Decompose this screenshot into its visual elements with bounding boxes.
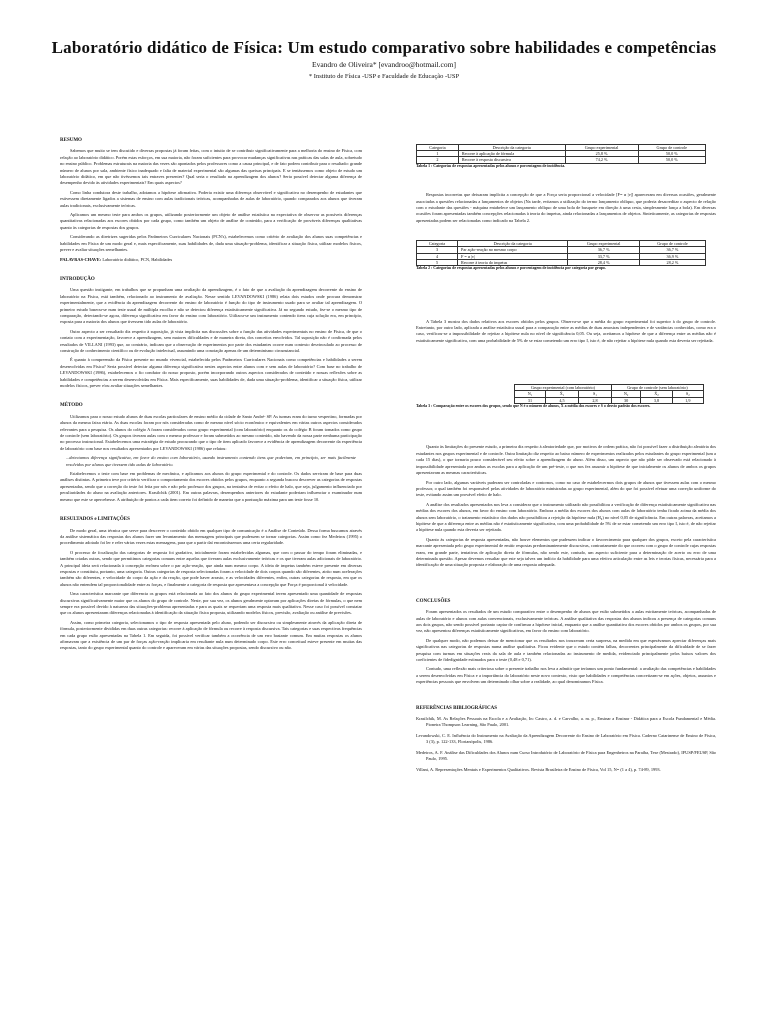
table-cell: 5 bbox=[417, 259, 458, 265]
table-cell: 4,5 bbox=[545, 397, 578, 403]
author-line: Evandro de Oliveira* [evandroo@hotmail.com] bbox=[312, 60, 456, 69]
table-cell: 2,8 bbox=[578, 397, 611, 403]
table-header-cell: Descrição da categoria bbox=[458, 145, 565, 151]
table-cell: Recorre à aplicação de fórmula bbox=[458, 151, 565, 157]
references-list bbox=[416, 716, 716, 773]
table-header-cell: S₁ bbox=[578, 391, 611, 397]
intro-heading: INTRODUÇÃO bbox=[60, 276, 95, 282]
table-header-cell: Grupo de controle bbox=[638, 145, 705, 151]
table-cell: Par ação-reação no mesmo corpo bbox=[458, 247, 568, 253]
table-header-cell: X̄₁ bbox=[545, 391, 578, 397]
conclusoes-paragraph: De qualquer modo, não podemos deixar de mencionar que os resultados nos trouxeram certa surpresa, na medida em que esperávamos apreciar diferenças mais significativas nas categorias de respostas numa análise qualitativa. Ficou evidente que o estudo contém falhas, decorrentes principalmente da dificuldade de se fazer pesquisa com turmas em situações reais da sala de aula e também relacionadas ao instrumento de medida, evidenciado principalmente pelos baixos valores dos coeficientes de fidedignidade estimados para o teste (0,48 e 0,71). bbox=[416, 637, 716, 663]
table-cell: Recorre à resposta discursiva bbox=[458, 157, 565, 163]
right-column bbox=[416, 144, 716, 777]
conclusoes-heading: CONCLUSÕES bbox=[416, 598, 451, 604]
table-cell: 31 bbox=[515, 397, 546, 403]
metodo-paragraph: Estabelecemos o teste com base em problemas de mecânica, e aplicamos aos alunos do grupo experimental e do controle. Os dados serviram de base para duas análises distintas. A primeira teve por critério verificar o comportamento dos escores obtidos pelos grupos, enquanto a segunda buscou descrever as categorias de respostas apresentadas, sendo que a correção do teste foi feita por nós e não pelo professor dos grupos, na tentativa de evitar o efeito de halo, que seja, julgamento influenciado por peculiaridades do aluno na avaliação anteriores. Krasilchik (2001). Em outras palavras, desempenhos anteriores do estudante poderiam influenciar o examinador num mesmo que este se apercebesse. A atribuição de pontos a cada item correto foi definido de maneira que a pontuação máxima para um teste fosse 10. bbox=[60, 471, 362, 502]
table-cell: 1,9 bbox=[672, 397, 703, 403]
table-2 bbox=[416, 240, 706, 266]
table-cell: 36,7 % bbox=[568, 247, 640, 253]
table-cell: 3,8 bbox=[641, 397, 672, 403]
table-cell: 3 bbox=[417, 247, 458, 253]
table-cell: F = α |v| bbox=[458, 253, 568, 259]
reference-item: Villani, A. Representações Mentais e Experimentos Qualitativos. Revista Brasileira de Ensino de Física, Vol 15, N= (1 a 4), p. 74-89, 1993. bbox=[416, 766, 661, 772]
keywords-label: PALAVRAS-CHAVE: bbox=[60, 256, 102, 262]
table-header-cell: Grupo de controle (sem laboratório) bbox=[611, 385, 703, 391]
intro-paragraph: É quanto à compreensão da Física presente no mundo vivencial, estabelecida pelos Parâmetros Curriculares Nacionais como competências e habilidades a serem desenvolvidas em Física? Seria possível detectar alguma diferença significativa nestes aspectos entre alunos com e sem aulas de laboratório? Com base no trabalho de LEVANDOWSKI (1986), estabelecemos o fio condutor do nosso proposto, porém incorporando outros aspectos considerados de conteúdo e nossas reflexões sobre as habilidades e competências a serem desenvolvidas em Física. Mais especificamente, suas habilidades de, dada uma situação-problema, identificar a situação física, utilizar modelos físicos, prever e/ou avaliar situações semelhantes. bbox=[60, 357, 362, 388]
resumo-paragraph: Como linha condutora deste trabalho, adotamos a hipótese afirmativa. Poderia existir uma diferença observável e significativa no desempenho de estudantes que estivessem diretamente ligados a sistemas de ensino com aulas tradicionais teóricas, acompanhadas de aulas de laboratório, quando comparados aos alunos que tiveram aulas tradicionais, exclusivamente teóricas. bbox=[60, 189, 362, 208]
body-paragraph: A Tabela 3 mostra dos dados relativos aos escores obtidos pelos grupos. Observa-se que a média do grupo experimental foi superior à do grupo de controle. Entretanto, por outro lado, aplicada a análise estatística usual para a comparação entre as médias de duas amostras independentes e de variâncias conhecidas, como era o caso, verificou-se a impossibilidade de rejeitar a hipótese nula no nível de significância 0,05. Ou seja, aceitamos a hipótese de que a diferença entre as médias não é estatisticamente significativa, com uma probabilidade de 5% de se estar cometendo um erro tipo I, isto é, de não rejeitar a hipótese nula quando esta deveria ser rejeitada. bbox=[416, 318, 716, 343]
resumo-paragraph: Aplicamos um mesmo teste para ambos os grupos, utilizando posteriormente um objeto de análise estatística na expectativa de observar as possíveis diferenças quantitativas relacionadas aos escores obtidos por cada grupo, como também um objeto de análise de conteúdo, para a verificação de prováveis diferenças qualitativas quanto às categorias de respostas dos grupos. bbox=[60, 212, 362, 230]
table-row bbox=[515, 397, 704, 403]
table-header-cell: Grupo experimental bbox=[568, 241, 640, 247]
resultados-paragraph: Uma característica marcante que diferencia os grupos está relacionada ao fato dos alunos do grupo experimental terem apresentado uma quantidade de respostas discursivas significativamente maior que os alunos do grupo de controle. Neste, por sua vez, os alunos geralmente optavam por aplicações diretas de fórmulas, o que nem sempre era possível devido à natureza das situações-problema apresentadas e para as quais se requeriam uma resposta mais qualitativa. Nesse caso foi possível constatar que os alunos apresentaram diferenças relacionadas à identificação da situação física proposta, utilizando modelos físicos, previsão, avaliação ou análise de previsões. bbox=[60, 591, 362, 616]
table-cell: 74,2 % bbox=[565, 157, 638, 163]
table-3-caption: Tabela 3 : Comparação entre os escores dos grupos, sendo que N é o número de alunos, X a média dos escores e S o desvio padrão dos escores. bbox=[416, 403, 651, 408]
resultados-paragraph: O processo de focalização das categorias de resposta foi gradativo, inicialmente foram estabelecidas algumas, que com o passar do tempo foram eliminadas, e também criadas outras, sendo que permitimos categorias comuns entre aquelas que tiveram aulas exclusivamente teóricas e os que tiveram aulas adicionais de laboratório. A principal ideia será relacionada à concepção errônea sobre o par ação-reação, que ainda num mesmo corpo. A ideia de impetus também esteve presente em diversas respostas e constituiu, portanto, uma categoria. Outras categorias de resposta selecionadas foram a velocidade de dois corpos quando são diferentes, atrito num acelerações também são diferentes, e velocidade do corpo da ação e da reação, que pode haver arrasto, e as velocidades diferentes, enfim, outras categorias de resposta, em que os alunos não entendem tal proporcionalidade entre as forças, e finalmente a categoria de resposta que apresentava a concepção que Força é proporcional à velocidade. bbox=[60, 549, 362, 587]
table-cell: Recorre à teoria do impetus bbox=[458, 259, 568, 265]
resultados-paragraph: De modo geral, uma técnica que serve para descrever o conteúdo obtido em qualquer tipo de comunicação é a Análise de Conteúdo. Dessa forma buscamos através da análise sistemática das respostas dos alunos fazer um levantamento das mensagens principais que pudessem se tornar categorias. Assim como fez Medeiros (1995) o procedimento adotado foi ler e reler várias vezes estas mensagens, para que a partir daí encontrássemos uma certa regularidade. bbox=[60, 527, 362, 546]
body-paragraph: Quanto às categorias de resposta apresentadas, não houve elementos que pudessem indicar o favorecimento para qualquer dos grupos, exceto pela característica marcante apresentada pelo grupo experimental de emitir respostas predominantemente discursivas, contrariamente do que ocorreu com o grupo de controle cujas respostas eram, em grande parte, tentativas de aplicação direta de fórmulas, não sendo este, contudo, um aspecto suficiente para a determinação de acerto ou erro de uma determinada questão. Apesar devemos ressaltar que este seja talvez um indício da habilidade para uma efetiva articulação entre as leis e teorias físicas, necessária para a identificação de uma situação proposta e elaboração de uma resposta adequada. bbox=[416, 536, 716, 568]
table-1 bbox=[416, 144, 706, 164]
table-cell: 33,7 % bbox=[568, 253, 640, 259]
resultados-paragraph: Assim, como primeira categoria, selecionamos o tipo de resposta apresentada pelo aluno, podendo ser discursiva ou simplesmente através da aplicação direta de fórmula, posteriormente divididas em duas outras categorias: recorre à aplicação de fórmula ou recorre à resposta discursiva. Tais categorias e suas respectivas frequências em cada grupo estão apresentadas na Tabela 1. Em seguida, foi possível verificar também a ocorrência de um erro bastante comum. Em muitas respostas os alunos afirmavam que a existência de um par de forças ação-reação implicaria em resultante nula num determinado corpo. Este erro conceitual esteve presente em muitas das respostas, tanto do grupo experimental quanto do controle e apareceram em várias das situações propostas, sendo discursivo ou não. bbox=[60, 619, 362, 651]
referencias-heading: REFERÊNCIAS BIBLIOGRÁFICAS bbox=[416, 705, 497, 711]
resumo-heading: RESUMO bbox=[60, 138, 82, 143]
table-header-cell: X̄₂ bbox=[641, 391, 672, 397]
table-cell: 50,0 % bbox=[638, 151, 705, 157]
table-header-cell: Grupo experimental bbox=[565, 145, 638, 151]
conclusoes-paragraph: Contudo, uma reflexão mais criteriosa sobre o presente trabalho nos leva a admitir que teríamos um ponto fundamental: a avaliação das competências e habilidades a serem desenvolvidas em Física e a importância do laboratório neste novo contexto, visto que habilidades e competências concretizam-se em ações, objetos, assuntos e experiências pessoais que envolvem um determinado olhar sobre a realidade, ao qual denominamos Física. bbox=[416, 666, 716, 685]
table-header-cell: N₁ bbox=[515, 391, 546, 397]
table-cell: 50,0 % bbox=[638, 157, 705, 163]
table-cell: 36,9 % bbox=[639, 253, 705, 259]
metodo-heading: MÉTODO bbox=[60, 403, 83, 409]
intro-paragraph: Uma questão instigante, em trabalhos que se propunham uma avaliação da aprendizagem, é o fato de que a avaliação da aprendizagem decorrente do ensino de laboratório na Física, está também, relacionado ao instrumento de avaliação. Nesse sentido LEVANDOWSKI (1986) relata dois estudos onde procura demonstrar experimentalmente, que a evidência da aprendizagem decorrente do ensino de laboratório é função do tipo de instrumento usado para se avaliar tal aprendizagem. O primeiro estudo baseou-se num teste usual de múltipla escolha e não se detectou diferença estatisticamente significativa. Já no segundo estudo, fez-se o mesmo tipo de comparação, detectando-se agora, diferença significativa em favor do ensino com laboratório. Utilizou-se um instrumento contendo itens cuja solução era, em princípio, exposta para a maioria dos alunos que tivessem tido aulas de laboratório. bbox=[60, 287, 362, 325]
table-cell: 2 bbox=[417, 157, 459, 163]
table-2-caption: Tabela 2 : Categorias de respostas apresentadas pelos alunos e porcentagem de incidência por categoria por grupo. bbox=[416, 266, 606, 271]
keywords-text: Laboratório didático, PCN, Habilidades bbox=[102, 256, 173, 262]
table-1-caption: Tabela 1 : Categorias de respostas apresentadas pelos alunos e porcentagem de incidência. bbox=[416, 163, 566, 168]
table-cell: 30 bbox=[611, 397, 640, 403]
page-title: Laboratório didático de Física: Um estudo comparativo sobre habilidades e competências bbox=[51, 38, 717, 57]
intro-paragraph: Outro aspecto a ser ressaltado diz respeito à suposição, já vista implícita nas discussões sobre a função das atividades experimentais no ensino de Física, de que o contato com a experimentação, favorece a aprendizagem, sem maiores dificuldades e de maneira direta, dos conceitos envolvidos. Tal suposição não é confirmada pelos resultados de VILLANI (1993) que, ao contrário, indicam que a observação de experimentos por parte dos estudantes ocorre num contexto desvinculado ao processo de construção de conhecimento científico ou de evolução intelectual, assumindo uma conotação apenas de um determinismo circunstancial. bbox=[60, 328, 362, 353]
metodo-quote: ...detectamos diferença significativa, em favor do ensino com laboratório, usando instrumento contendo itens que poderiam, em princípio, ser mais facilmente resolvidos por alunos que tivessem tido aulas de laboratório. bbox=[66, 455, 356, 467]
table-header-cell: Grupo experimental (com laboratório) bbox=[515, 385, 612, 391]
table-cell: 4 bbox=[417, 253, 458, 259]
table-cell: 25,8 % bbox=[565, 151, 638, 157]
resumo-paragraph: Sabemos que muito se tem discutido e diversas propostas já foram feitas, com o intuito de se contribuir significativamente para a melhoria do ensino de Física, com relação ao laboratório didático. Porém estas esforços, em sua maioria, não foram suficientes para provocar mudanças significativas nas práticas das salas de aula, sobretudo no ensino público. Problemas estruturais na maioria das vezes são apontados pelos professores como a causa principal, e de fato podem contribuir para o resultado: grande número de alunos por sala, ambiente físico inadequado e falta de material experimental são algumas das queixas principais. E se tentássemos como objeto de estudo um laboratório didático, em que não tivéssemos tais entraves presentes? Qual seria o resultado na aprendizagem dos alunos? Seria possível detectar alguma diferença de desempenho devido às atividades experimentais? Em quais aspectos? bbox=[60, 148, 362, 186]
affiliation-line: * Instituto de Física -USP e Faculdade de Educação -USP bbox=[308, 73, 460, 80]
metodo-paragraph: Utilizamos para o nosso estudo alunos de duas escolas particulares de ensino médio da cidade de Santo André- SP. As turmas eram do turno vespertino, formadas por alunos da mesma faixa etária. As duas escolas foram por nós consideradas como de mesmo nível sócio econômico e equivalentes em várias outros aspectos considerados relevantes para a pesquisa. Os alunos do colégio A foram considerados como grupo experimental (com laboratório) enquanto os do colégio B foram tomados como grupo de controle (sem laboratório). Os grupos tiveram aulas com o mesmo professor e foram submetidos ao mesmo conteúdo, não havendo da nossa parte nenhuma participação no processo instrucional. Estabelecemos uma estratégia de estudo procurando que o tipo de item aplicado favorece a evidência de aprendizagem decorrente da experiência de laboratório com base nos resultados apresentados por LEVANDOWSKI (1986) que relatou: bbox=[60, 413, 362, 451]
table-cell: 28,2 % bbox=[639, 259, 705, 265]
left-column bbox=[60, 138, 362, 655]
table-header-cell: Descrição da categoria bbox=[458, 241, 568, 247]
body-paragraph: Respostas incorretas que deixaram implícita a concepção de que a Força seria proporcional a velocidade [F= α |v|] apareceram em diversas ocasiões, geralmente associadas a questões relacionadas a lançamentos de objetos (Na tarde, evitamos a utilização do termo lançamento oblíquo, que poderia desacreditar o aspecto de relação com o estudante das questões - máquina entabelece um lançamento oblíquo de uma bola de busquete em direção à uma cesta, simplesmente lança a bola). Em diversas ocasiões foram apresentadas também concepções relacionadas à teoria do impetus, ainda relacionadas a lançamentos de objetos. Sinteticamente, as categorias de respostas apresentadas podem ser relacionadas como indicado na Tabela 2. bbox=[416, 192, 716, 223]
resultados-heading: RESULTADOS e LIMITAÇÕES bbox=[60, 517, 130, 523]
body-paragraph: Por outro lado, algumas variáveis puderam ser controladas e contornos, como no caso de estabelecermos dois grupos de alunos que tivessem aulas com o mesmo professor, o qual também foi responsável pelas atividades de laboratório ministradas ao grupo experimental, além do que foi possível efetuar uma correção uniforme do teste, evitando assim um provável efeito de halo. bbox=[416, 479, 716, 498]
table-cell: 28,4 % bbox=[568, 259, 640, 265]
resumo-paragraph: Considerando as diretrizes sugeridas pelos Parâmetros Curriculares Nacionais (PCN's), estabelecemos como critério de avaliação dos alunos suas competências e habilidades em Física de um modo geral e, mais especificamente, suas habilidades de, dada uma situação-problema, identificar a situação física, utilizar modelos físicos, prever e avaliar situações semelhantes. bbox=[60, 234, 362, 253]
reference-item: Levandowski, C. E. Influência do Instrumento na Avaliação da Aprendizagem Decorrente do Ensino de Laboratório em Física. Caderno Catarinense de Ensino de Física, 3 (3), p. 122-133, Florianópolis, 1986. bbox=[416, 732, 716, 745]
table-header-cell: Categoria bbox=[417, 145, 459, 151]
reference-item: Medeiros, A. F. Análise das Dificuldades dos Alunos num Curso Introdutório de Laboratório de Física para Engenheiros na Paraíba, Tese (Mestrado), IFUSP/FEUSP, São Paulo, 1995. bbox=[416, 749, 716, 762]
table-cell: 36,7 % bbox=[639, 247, 705, 253]
table-header-cell: N₂ bbox=[611, 391, 640, 397]
conclusoes-paragraph: Foram apresentados os resultados de um estudo comparativo entre o desempenho de alunos que estão submetidos a aulas estritamente teóricas, acompanhadas de aulas de laboratório e alunos com aulas convencionais, exclusivamente teóricas. A análise qualitativa das respostas dos alunos indicou a presença de categorias comuns aos dois grupos, não sendo possível portanto captar de confirmar a hipótese inicial, enquanto que a análise quantitativa dos escores obtidos por ambos os grupos, por sua vez, não apresentou diferenças estatisticamente significativas, em favor do ensino com laboratório. bbox=[416, 609, 716, 634]
body-paragraph: A análise dos resultados apresentados nos leva a considerar que o instrumento utilizado não possibilitou a verificação de diferença estatisticamente significativa nas médias dos escores dos alunos, em favor do ensino com laboratório. Embora a média dos escores dos alunos com aulas de laboratório tenha ficado acima da média dos alunos sem laboratório, o tratamento estatístico dos dados não possibilitou a rejeição da hipótese nula (H₀) no nível 0,05 de significância. Em outras palavras, aceitamos a hipótese de que a diferença entre as médias não é estatisticamente significativa, com uma probabilidade de 5% de se estar cometendo um erro tipo I, isto é, de não rejeitar a hipótese nula quando esta deveria ser rejeitada. bbox=[416, 501, 716, 533]
table-row bbox=[417, 157, 706, 163]
body-paragraph: Quanto às limitações do presente estudo, a primeira diz respeito à aleatoriedade que, por motivos de ordem prática, não foi possível fazer a distribuição aleatória dos estudantes nos grupos experimental e de controle. Outra limitação diz respeito ao baixo número de experimentos realizados pelos estudantes do grupo experimental (um a cada 15 dias), o que tornaria pouco considerável seu efeito sobre a aprendizagem do aluno. Além disso, um aspecto que não pôde ser observado está relacionado à impossibilidade apresentada por ambas as escolas para a aplicação de um pré-teste, o que nos fez assumir a hipótese de que inicialmente os alunos de ambos os grupos apresentavam as mesmas características. bbox=[416, 444, 716, 476]
table-cell: 1 bbox=[417, 151, 459, 157]
keywords-line bbox=[60, 257, 362, 263]
table-header-cell: Categoria bbox=[417, 241, 458, 247]
table-3 bbox=[514, 384, 704, 404]
table-header-cell: Grupo de controle bbox=[639, 241, 705, 247]
table-header-cell: S₂ bbox=[672, 391, 703, 397]
table-row bbox=[417, 259, 706, 265]
reference-item: Krasilchik, M. As Relações Pessoais na Escola e a Avaliação, In: Castro, a. d. e Carvalho, a. m. p., Ensinar a Ensinar - Didática para a Escola Fundamental e Média. Pioneira Thompson Learning, São Paulo, 2001. bbox=[416, 716, 716, 728]
